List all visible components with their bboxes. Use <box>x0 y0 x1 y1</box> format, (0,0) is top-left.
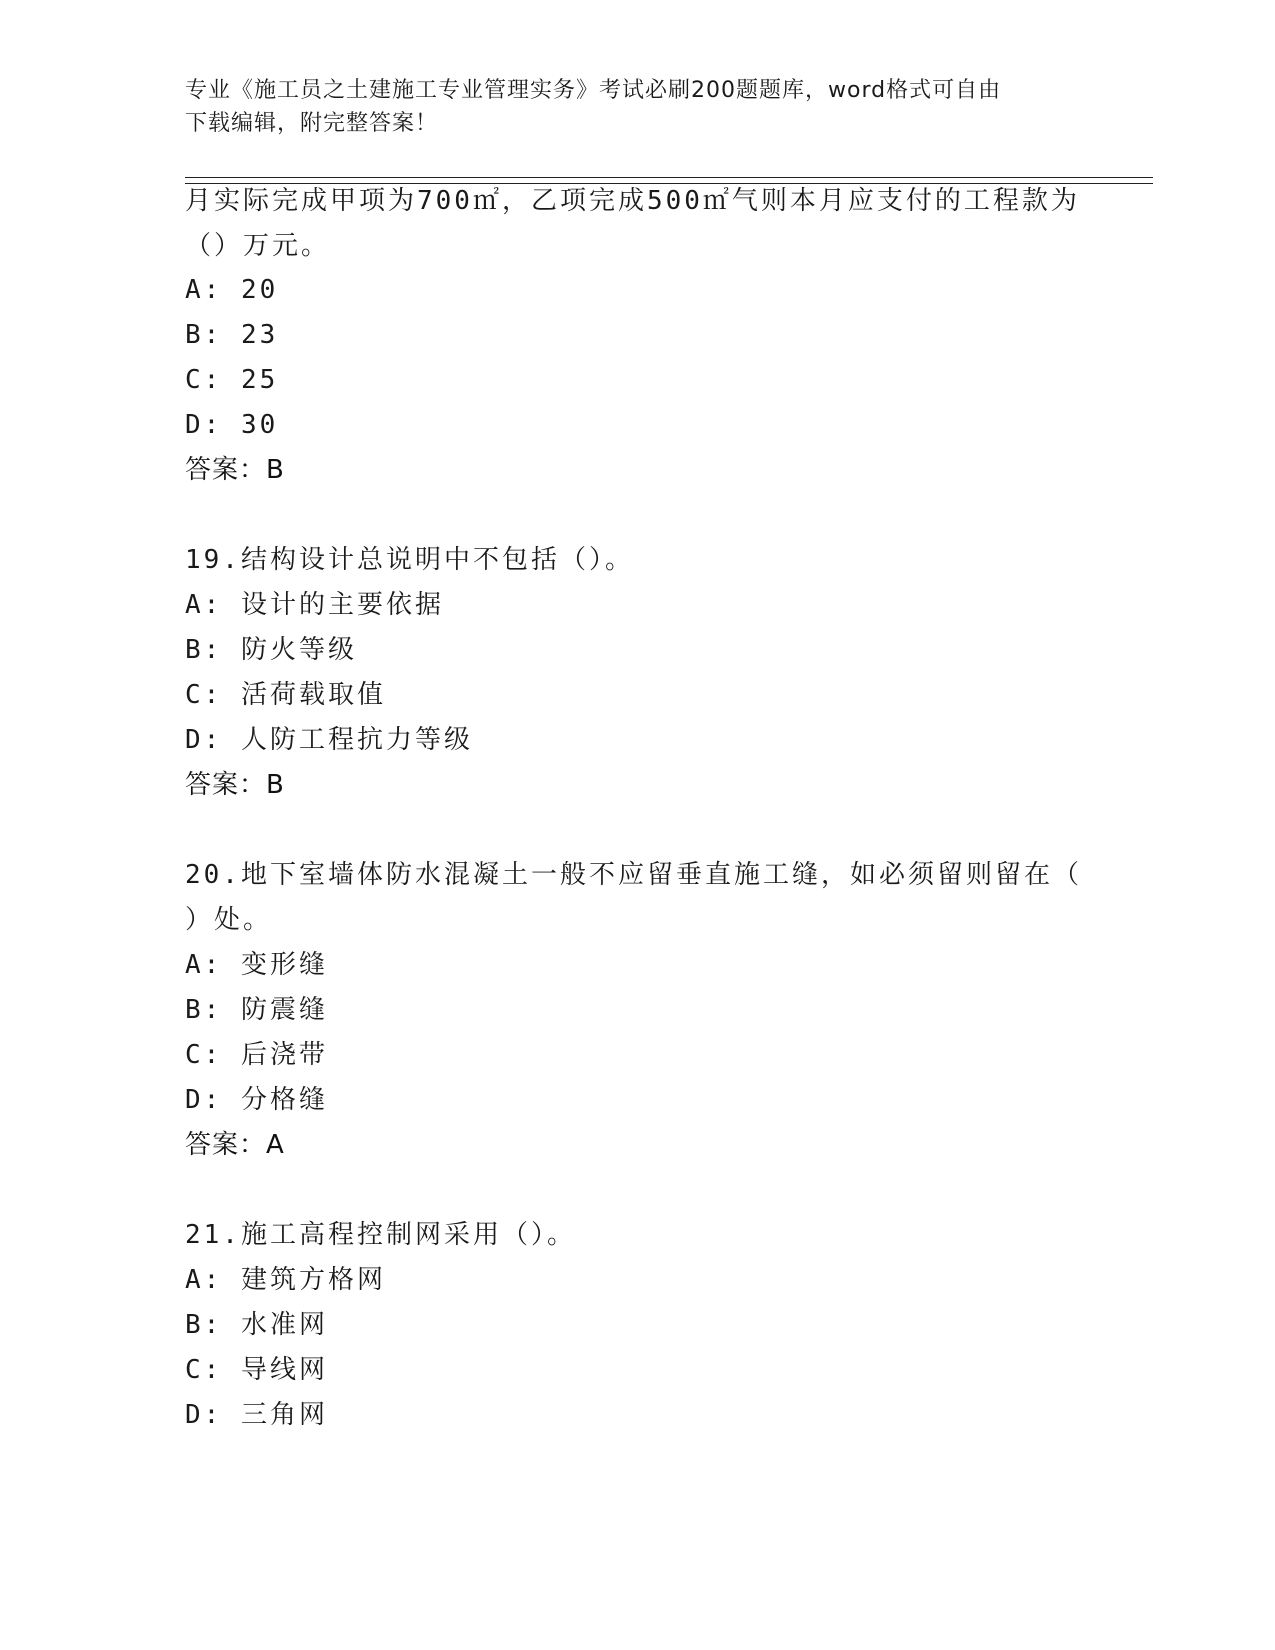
question-21-option-d: D: 三角网 <box>185 1400 328 1430</box>
document-header <box>185 74 1065 140</box>
question-18-answer: 答案：B <box>185 455 285 485</box>
question-20-option-c: C: 后浇带 <box>185 1040 328 1070</box>
question-20-stem-line-1: 20.地下室墙体防水混凝土一般不应留垂直施工缝，如必须留则留在（ <box>185 860 1082 890</box>
question-20-stem-line-2: ）处。 <box>185 905 273 935</box>
question-19-option-a: A: 设计的主要依据 <box>185 590 444 620</box>
header-line-1: 专业《施工员之土建施工专业管理实务》考试必刷200题题库，word格式可自由 <box>185 78 1002 103</box>
question-21-option-c: C: 导线网 <box>185 1355 328 1385</box>
question-18-option-d: D: 30 <box>185 410 279 440</box>
question-19-option-d: D: 人防工程抗力等级 <box>185 725 473 755</box>
question-18-stem-line-2: （）万元。 <box>185 231 331 261</box>
question-18-stem-line-1: 月实际完成甲项为700㎡，乙项完成500㎡气则本月应支付的工程款为 <box>185 186 1080 216</box>
question-18-option-c: C: 25 <box>185 365 279 395</box>
question-20-option-a: A: 变形缝 <box>185 950 328 980</box>
question-21-option-a: A: 建筑方格网 <box>185 1265 386 1295</box>
question-19-stem: 19.结构设计总说明中不包括（）。 <box>185 545 634 575</box>
header-divider-top <box>185 177 1153 178</box>
header-line-2: 下载编辑，附完整答案！ <box>185 111 439 136</box>
question-18-option-b: B: 23 <box>185 320 279 350</box>
question-20-option-d: D: 分格缝 <box>185 1085 328 1115</box>
question-21-stem: 21.施工高程控制网采用（）。 <box>185 1220 576 1250</box>
question-19-option-c: C: 活荷载取值 <box>185 680 386 710</box>
question-20-answer: 答案：A <box>185 1130 285 1160</box>
question-18-option-a: A: 20 <box>185 275 279 305</box>
question-21-option-b: B: 水准网 <box>185 1310 328 1340</box>
question-19-answer: 答案：B <box>185 770 285 800</box>
header-divider-bottom <box>185 183 1153 184</box>
question-19-option-b: B: 防火等级 <box>185 635 357 665</box>
question-20-option-b: B: 防震缝 <box>185 995 328 1025</box>
